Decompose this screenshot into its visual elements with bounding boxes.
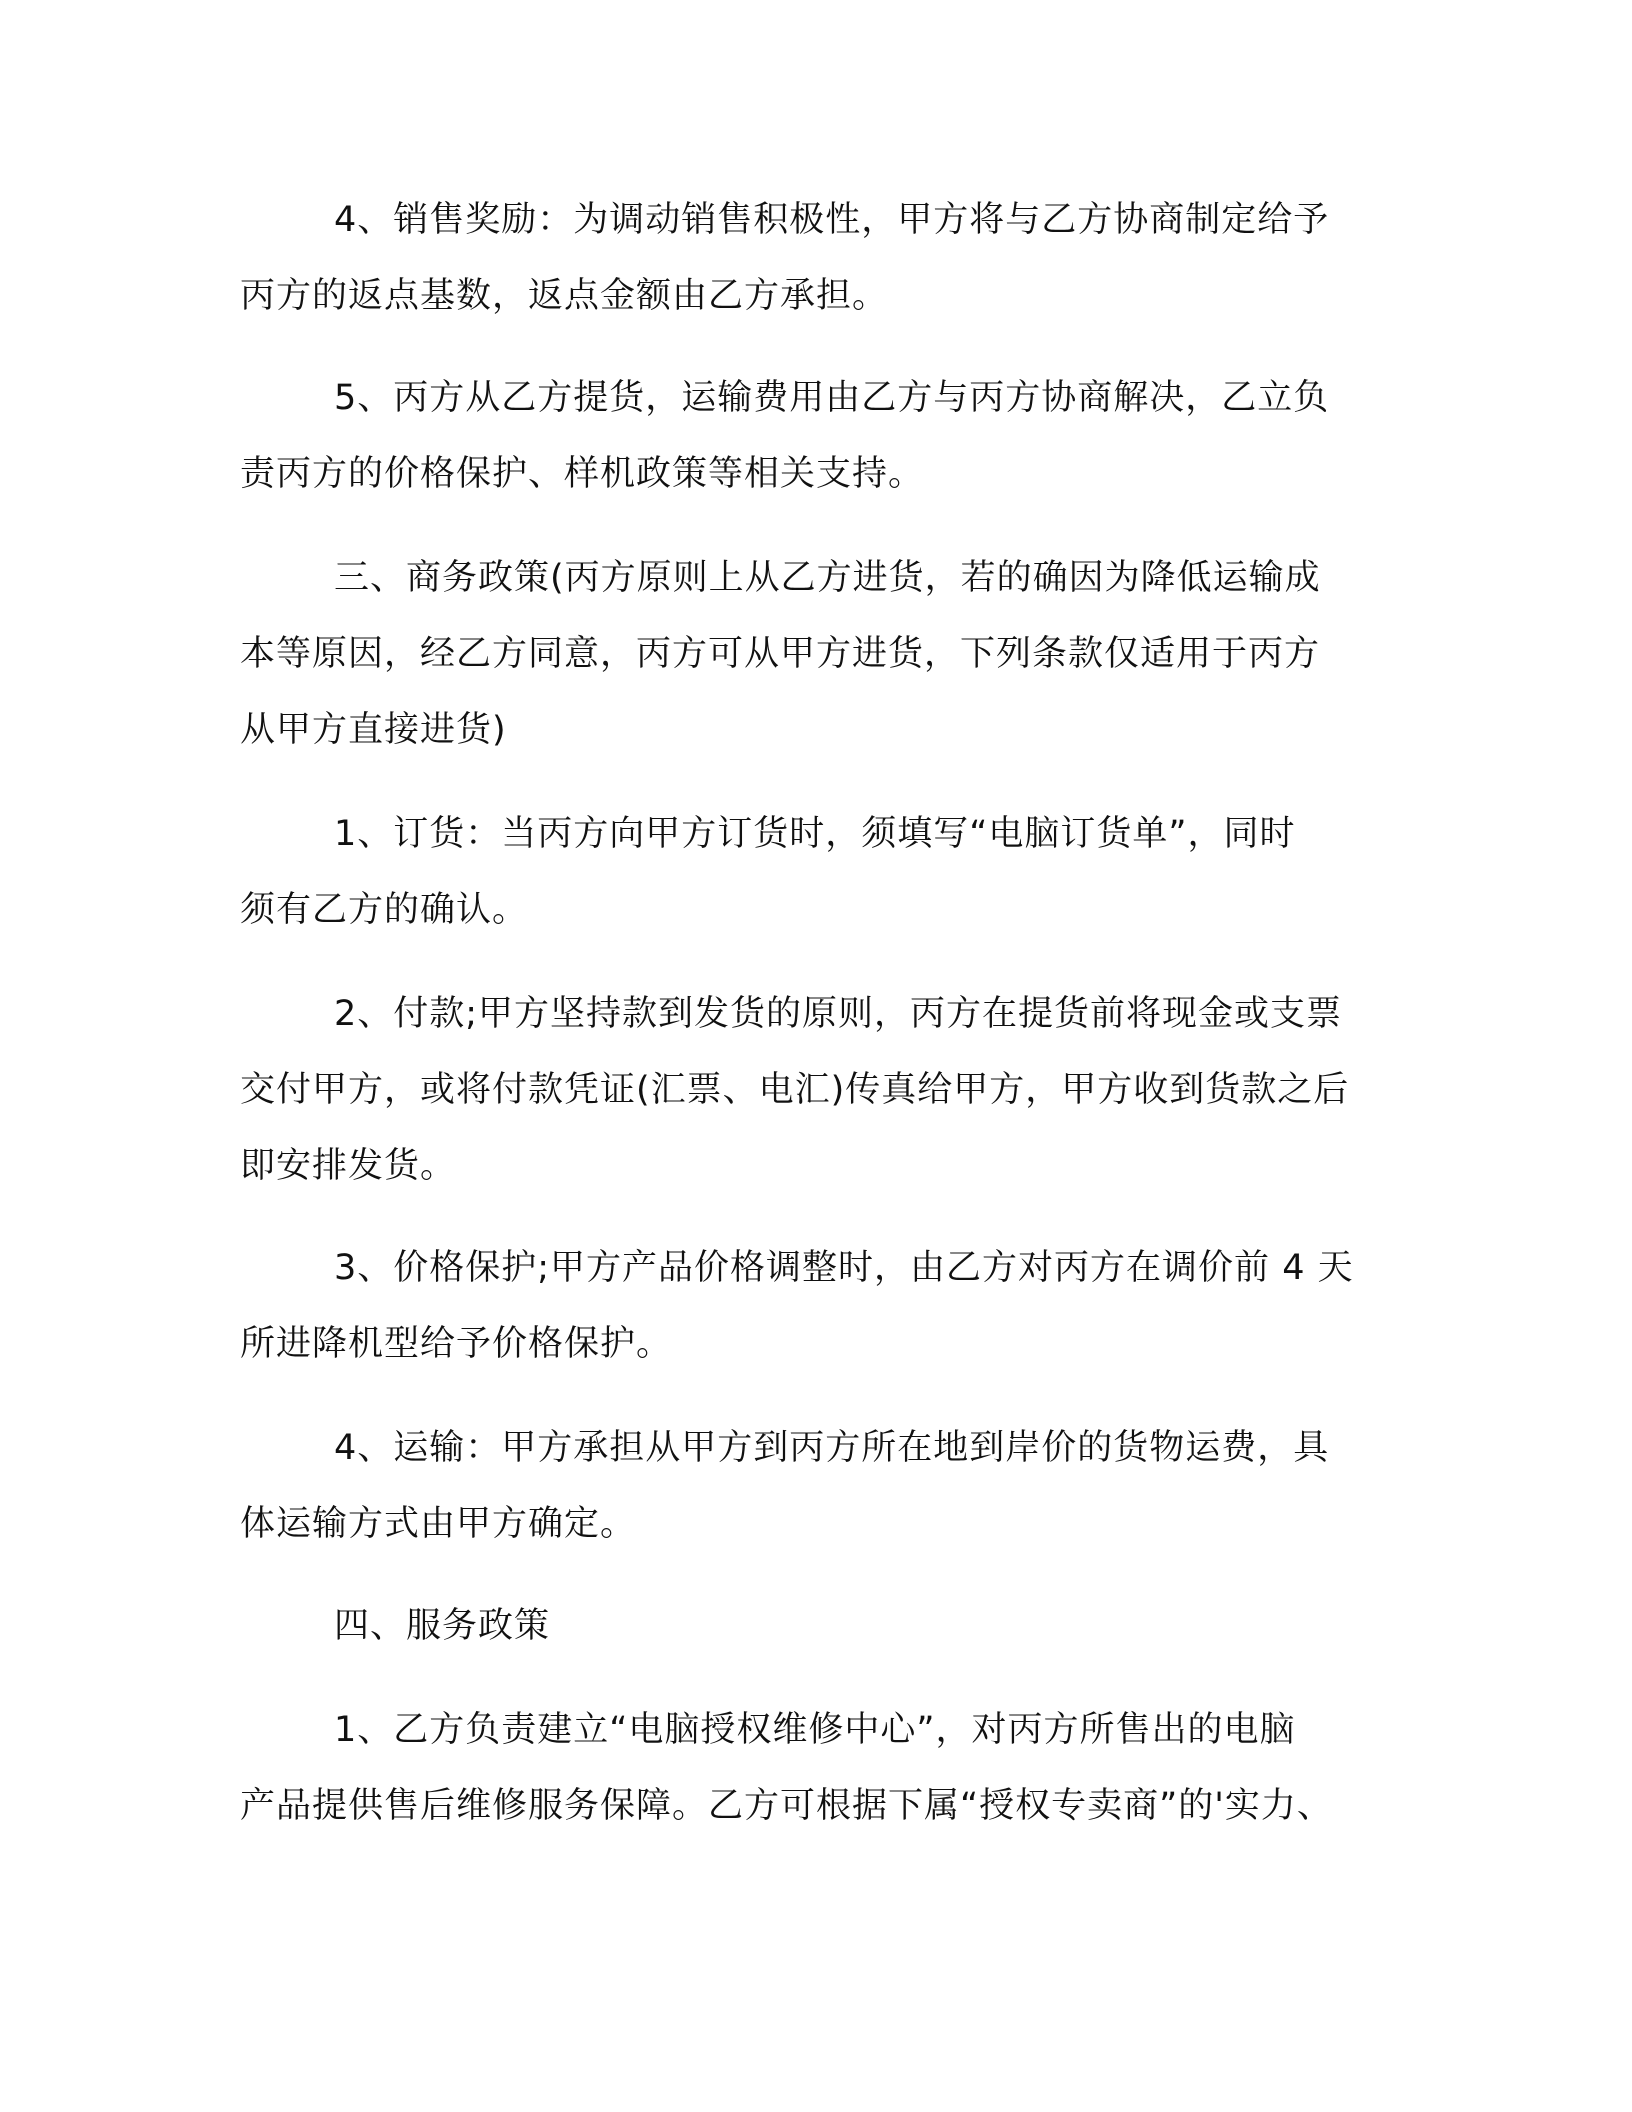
paragraph-4-line-2: 须有乙方的确认。 [240,890,529,930]
paragraph-1-line-2: 丙方的返点基数，返点金额由乙方承担。 [240,276,889,316]
paragraph-4-line-1: 1、订货：当丙方向甲方订货时，须填写“电脑订货单”，同时 [334,814,1296,854]
paragraph-5-line-2: 交付甲方，或将付款凭证(汇票、电汇)传真给甲方，甲方收到货款之后 [240,1070,1350,1110]
paragraph-9-line-2: 产品提供售后维修服务保障。乙方可根据下属“授权专卖商”的'实力、 [240,1786,1333,1826]
paragraph-5-line-3: 即安排发货。 [240,1146,457,1186]
paragraph-3-line-2: 本等原因，经乙方同意，丙方可从甲方进货，下列条款仅适用于丙方 [240,634,1321,674]
paragraph-1-line-1: 4、销售奖励：为调动销售积极性，甲方将与乙方协商制定给予 [334,200,1330,240]
paragraph-2-line-1: 5、丙方从乙方提货，运输费用由乙方与丙方协商解决，乙立负 [334,378,1330,418]
paragraph-9-line-1: 1、乙方负责建立“电脑授权维修中心”，对丙方所售出的电脑 [334,1710,1296,1750]
paragraph-7-line-2: 体运输方式由甲方确定。 [240,1504,637,1544]
paragraph-3-line-3: 从甲方直接进货) [240,710,507,750]
paragraph-5-line-1: 2、付款;甲方坚持款到发货的原则，丙方在提货前将现金或支票 [334,994,1343,1034]
paragraph-7-line-1: 4、运输：甲方承担从甲方到丙方所在地到岸价的货物运费，具 [334,1428,1330,1468]
paragraph-6-line-1: 3、价格保护;甲方产品价格调整时，由乙方对丙方在调价前 4 天 [334,1248,1354,1288]
section-heading-service-policy: 四、服务政策 [334,1606,551,1646]
paragraph-3-line-1: 三、商务政策(丙方原则上从乙方进货，若的确因为降低运输成 [334,558,1321,598]
paragraph-2-line-2: 责丙方的价格保护、样机政策等相关支持。 [240,454,925,494]
paragraph-6-line-2: 所进降机型给予价格保护。 [240,1324,673,1364]
